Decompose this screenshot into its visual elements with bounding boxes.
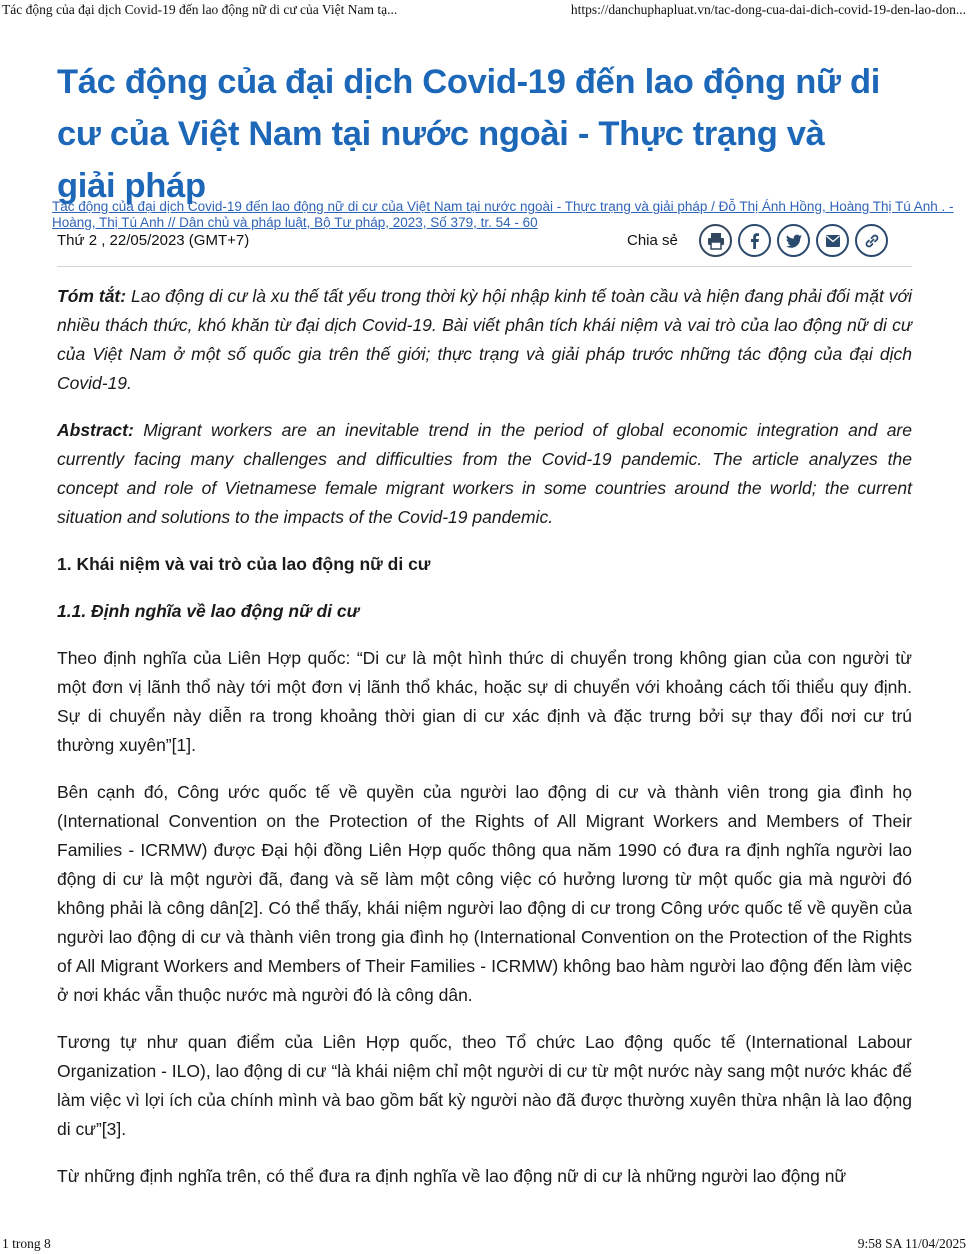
print-header-url[interactable]: https://danchuphapluat.vn/tac-dong-cua-dai-dich-covid-19-den-lao-don...: [570, 2, 966, 17]
twitter-share-button[interactable]: [777, 224, 810, 257]
page-counter: 1 trong 8: [2, 1236, 51, 1251]
page-title: Tác động của đại dịch Covid-19 đến lao động nữ di cư của Việt Nam tại nước ngoài - Thực trạng và giải pháp: [57, 63, 881, 205]
article-header: [57, 56, 912, 212]
abstract-text: Migrant workers are an inevitable trend in the period of global economic integration and are currently facing many challenges and difficulties from the Covid-19 pandemic. The article analyzes the concept and role of Vietnamese female migrant workers in some countries around the world; the current situation and solutions to the impacts of the Covid-19 pandemic.: [57, 420, 912, 527]
email-icon: [823, 231, 843, 251]
meta-row: [57, 222, 912, 262]
section-heading: 1. Khái niệm và vai trò của lao động nữ di cư: [57, 554, 431, 574]
summary-paragraph: [57, 282, 912, 398]
abstract-paragraph: [57, 416, 912, 532]
email-share-button[interactable]: [816, 224, 849, 257]
print-timestamp: 9:58 SA 11/04/2025: [857, 1236, 966, 1251]
article-body: [57, 282, 912, 1209]
summary-label: Tóm tắt:: [57, 286, 127, 306]
copy-link-button[interactable]: [855, 224, 888, 257]
body-paragraph: Theo định nghĩa của Liên Hợp quốc: “Di cư là một hình thức di chuyển trong không gian của con người từ một đơn vị lãnh thổ này tới một đơn vị lãnh thổ khác, hoặc sự di chuyển với khoảng cách tối thiểu quy định. Sự di chuyển này diễn ra trong khoảng thời gian di cư xác định và đặc trưng bởi sự thay đổi nơi cư trú thường xuyên”[1].: [57, 648, 912, 755]
publish-date: Thứ 2 , 22/05/2023 (GMT+7): [57, 232, 250, 249]
twitter-icon: [784, 231, 804, 251]
body-paragraph: Tương tự như quan điểm của Liên Hợp quốc, theo Tổ chức Lao động quốc tế (International Labour Organization - ILO), lao động di cư “là khái niệm chỉ một người di cư từ một nước này sang một nước khác để làm việc vì lợi ích của chính mình và bao gồm bất kỳ người nào đã được thường xuyên thừa nhận là lao động di cư”[3].: [57, 1032, 912, 1139]
header-divider: [57, 266, 912, 267]
share-label: Chia sẻ: [627, 232, 678, 249]
body-paragraph: Bên cạnh đó, Công ước quốc tế về quyền của người lao động di cư và thành viên trong gia đình họ (International Convention on the Protection of the Rights of All Migrant Workers and Members of Their Families - ICRMW) được Đại hội đồng Liên Hợp quốc thông qua năm 1990 có đưa ra định nghĩa người lao động di cư là một người đã, đang và sẽ làm một công việc có hưởng lương từ một quốc gia mà người đó không phải là công dân[2]. Có thể thấy, khái niệm người lao động di cư trong Công ước quốc tế về quyền của người lao động di cư và thành viên trong gia đình họ (International Convention on the Protection of the Rights of All Migrant Workers and Members of Their Families - ICRMW) không bao hàm người lao động đến làm việc ở nơi khác vẫn thuộc nước mà người đó là công dân.: [57, 782, 912, 1005]
print-icon: [706, 231, 726, 251]
share-icons: [699, 224, 888, 260]
print-header-title: Tác động của đại dịch Covid-19 đến lao động nữ di cư của Việt Nam tạ...: [2, 2, 398, 17]
body-paragraph: Từ những định nghĩa trên, có thể đưa ra định nghĩa về lao động nữ di cư là những người lao động nữ: [57, 1166, 847, 1186]
print-header: [0, 2, 969, 22]
print-footer: [0, 1232, 969, 1252]
summary-text: Lao động di cư là xu thế tất yếu trong thời kỳ hội nhập kinh tế toàn cầu và hiện đang phải đối mặt với nhiều thách thức, khó khăn từ đại dịch Covid-19. Bài viết phân tích khái niệm và vai trò của lao động nữ di cư của Việt Nam ở một số quốc gia trên thế giới; thực trạng và giải pháp trước những tác động của đại dịch Covid-19.: [57, 286, 912, 393]
subsection-heading: 1.1. Định nghĩa về lao động nữ di cư: [57, 601, 360, 621]
citation-link[interactable]: Tác động của đại dịch Covid-19 đến lao động nữ di cư của Việt Nam tại nước ngoài - Thực trạng và giải pháp / Đỗ Thị Ánh Hồng, Hoàng Thị Tú Anh . - Hoàng, Thị Tú Anh // Dân chủ và pháp luật, Bộ Tư pháp, 2023, Số 379, tr. 54 - 60: [52, 199, 954, 230]
link-icon: [862, 231, 882, 251]
print-button[interactable]: [699, 224, 732, 257]
facebook-icon: [745, 231, 765, 251]
abstract-label: Abstract:: [57, 420, 134, 440]
facebook-share-button[interactable]: [738, 224, 771, 257]
